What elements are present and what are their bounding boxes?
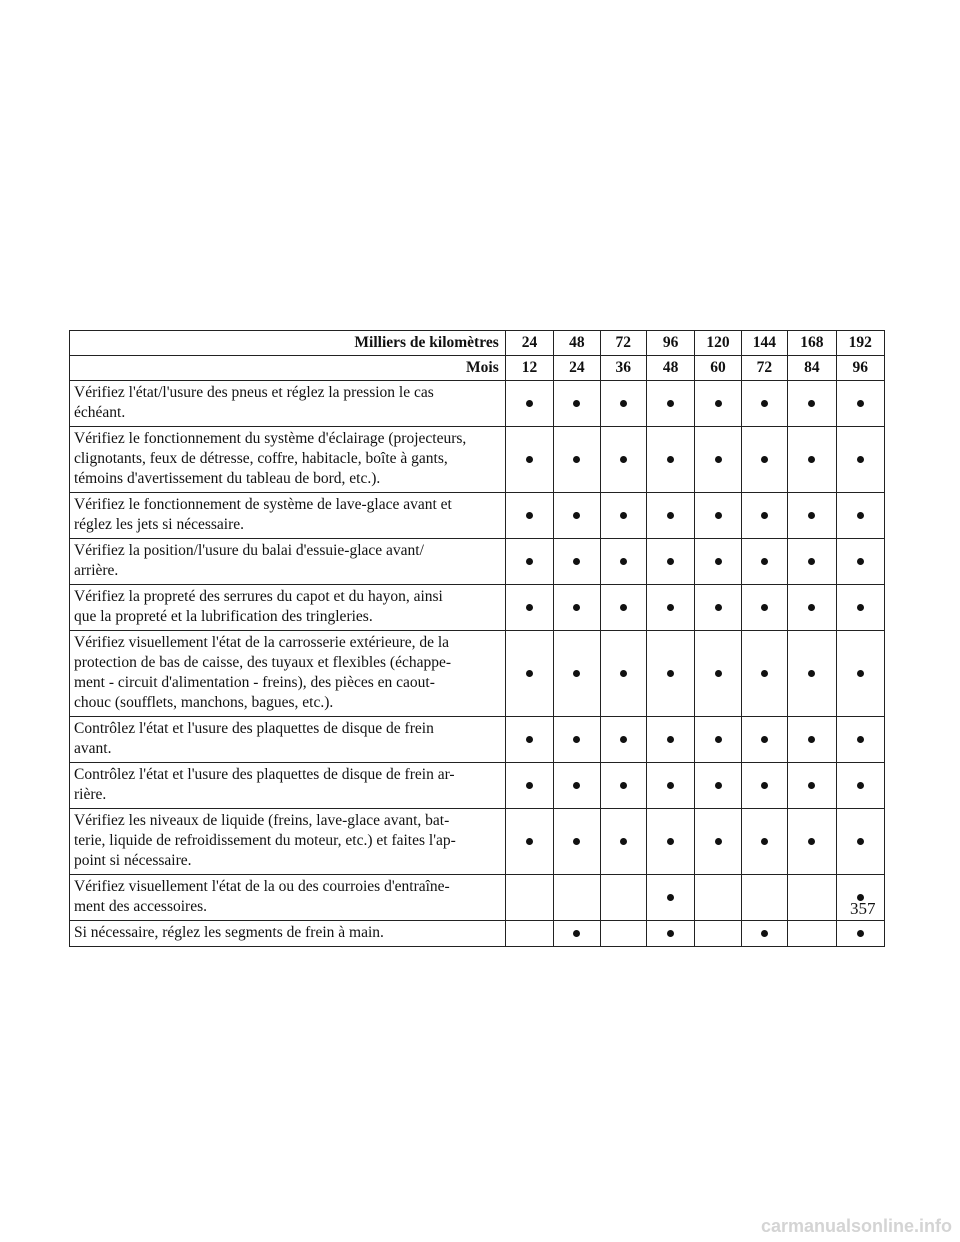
schedule-cell [695, 717, 741, 763]
task-text: Vérifiez le fonctionnement de système de lave-glace avant et réglez les jets si nécessaire. [74, 496, 452, 533]
schedule-cell [554, 763, 600, 809]
schedule-cell [600, 381, 646, 427]
bullet-icon [808, 782, 815, 789]
schedule-cell [646, 539, 694, 585]
bullet-icon [526, 838, 533, 845]
header-km [70, 331, 885, 356]
schedule-cell [646, 585, 694, 631]
bullet-icon [715, 456, 722, 463]
schedule-cell [695, 585, 741, 631]
schedule-cell [741, 427, 787, 493]
header-months-value: 24 [554, 356, 600, 381]
bullet-icon [620, 604, 627, 611]
bullet-icon [761, 736, 768, 743]
schedule-cell [741, 539, 787, 585]
bullet-icon [573, 670, 580, 677]
task-description [70, 427, 506, 493]
header-months [70, 356, 885, 381]
bullet-icon [857, 456, 864, 463]
bullet-icon [808, 604, 815, 611]
header-months-value: 12 [505, 356, 553, 381]
schedule-cell [695, 875, 741, 921]
schedule-cell [741, 381, 787, 427]
task-text: Vérifiez la position/l'usure du balai d'essuie-glace avant/ arrière. [74, 542, 424, 579]
schedule-cell [788, 717, 836, 763]
header-months-label: Mois [70, 356, 506, 381]
bullet-icon [620, 400, 627, 407]
task-text: Vérifiez l'état/l'usure des pneus et réglez la pression le cas échéant. [74, 384, 434, 421]
schedule-cell [505, 493, 553, 539]
header-km-value: 24 [505, 331, 553, 356]
schedule-cell [836, 763, 884, 809]
schedule-cell [505, 763, 553, 809]
watermark[interactable]: carmanualsonline.info [760, 1216, 952, 1236]
schedule-cell [836, 921, 884, 947]
task-description [70, 717, 506, 763]
schedule-cell [600, 921, 646, 947]
header-months-value: 84 [788, 356, 836, 381]
task-description [70, 381, 506, 427]
header-km-value: 168 [788, 331, 836, 356]
header-months-value: 72 [741, 356, 787, 381]
bullet-icon [857, 838, 864, 845]
table-row [70, 809, 885, 875]
schedule-cell [695, 921, 741, 947]
bullet-icon [857, 558, 864, 565]
task-description [70, 921, 506, 947]
schedule-cell [600, 427, 646, 493]
schedule-cell [695, 631, 741, 717]
task-text: Vérifiez le fonctionnement du système d'éclairage (projecteurs, clignotants, feux de détresse, coffre, habitacle, boîte à gants, témoins d'avertissement du tableau de bord, etc.). [74, 430, 467, 487]
header-months-value: 60 [695, 356, 741, 381]
bullet-icon [857, 670, 864, 677]
schedule-cell [741, 809, 787, 875]
schedule-cell [600, 631, 646, 717]
bullet-icon [573, 400, 580, 407]
schedule-cell [505, 585, 553, 631]
bullet-icon [620, 456, 627, 463]
bullet-icon [667, 782, 674, 789]
schedule-cell [695, 381, 741, 427]
header-km-value: 48 [554, 331, 600, 356]
table-row [70, 381, 885, 427]
schedule-cell [505, 631, 553, 717]
bullet-icon [620, 512, 627, 519]
bullet-icon [620, 782, 627, 789]
bullet-icon [808, 838, 815, 845]
schedule-cell [554, 631, 600, 717]
header-km-value: 144 [741, 331, 787, 356]
schedule-cell [600, 875, 646, 921]
table-row [70, 921, 885, 947]
bullet-icon [573, 782, 580, 789]
bullet-icon [761, 400, 768, 407]
bullet-icon [667, 736, 674, 743]
schedule-cell [646, 809, 694, 875]
schedule-cell [836, 493, 884, 539]
bullet-icon [761, 558, 768, 565]
schedule-cell [600, 493, 646, 539]
task-text: Vérifiez les niveaux de liquide (freins, lave-glace avant, bat- terie, liquide de refroidissement du moteur, etc.) et faites l'ap- point si nécessaire. [74, 812, 456, 869]
header-months-value: 96 [836, 356, 884, 381]
schedule-cell [788, 427, 836, 493]
schedule-cell [788, 493, 836, 539]
schedule-cell [695, 809, 741, 875]
task-text: Si nécessaire, réglez les segments de frein à main. [74, 924, 384, 941]
bullet-icon [857, 604, 864, 611]
schedule-cell [646, 381, 694, 427]
bullet-icon [808, 558, 815, 565]
schedule-cell [646, 921, 694, 947]
task-description [70, 875, 506, 921]
schedule-cell [695, 763, 741, 809]
bullet-icon [715, 604, 722, 611]
bullet-icon [808, 670, 815, 677]
schedule-cell [505, 539, 553, 585]
schedule-cell [836, 631, 884, 717]
schedule-cell [788, 585, 836, 631]
task-text: Contrôlez l'état et l'usure des plaquettes de disque de frein ar- rière. [74, 766, 455, 803]
schedule-cell [646, 763, 694, 809]
schedule-cell [505, 921, 553, 947]
bullet-icon [857, 782, 864, 789]
table-row [70, 875, 885, 921]
schedule-cell [741, 921, 787, 947]
schedule-cell [788, 763, 836, 809]
schedule-cell [741, 875, 787, 921]
task-description [70, 809, 506, 875]
schedule-cell [836, 717, 884, 763]
task-text: Vérifiez visuellement l'état de la carrosserie extérieure, de la protection de bas de caisse, des tuyaux et flexibles (échappe- ment - circuit d'alimentation - freins), des pièces en caout- chouc (soufflets, manchons, bagues, etc.). [74, 634, 452, 711]
task-description [70, 493, 506, 539]
task-description [70, 763, 506, 809]
bullet-icon [526, 670, 533, 677]
bullet-icon [857, 736, 864, 743]
bullet-icon [526, 512, 533, 519]
bullet-icon [715, 400, 722, 407]
bullet-icon [761, 456, 768, 463]
schedule-cell [646, 875, 694, 921]
schedule-cell [741, 717, 787, 763]
schedule-cell [695, 493, 741, 539]
schedule-cell [554, 809, 600, 875]
schedule-cell [695, 539, 741, 585]
schedule-cell [600, 539, 646, 585]
table-row [70, 539, 885, 585]
page-number: 357 [850, 899, 876, 918]
schedule-cell [788, 921, 836, 947]
schedule-cell [836, 381, 884, 427]
schedule-cell [836, 427, 884, 493]
bullet-icon [715, 512, 722, 519]
bullet-icon [573, 604, 580, 611]
bullet-icon [715, 558, 722, 565]
header-months-value: 36 [600, 356, 646, 381]
schedule-cell [646, 717, 694, 763]
table-row [70, 585, 885, 631]
task-description [70, 631, 506, 717]
header-km-value: 192 [836, 331, 884, 356]
schedule-cell [505, 717, 553, 763]
schedule-cell [600, 717, 646, 763]
table-row [70, 763, 885, 809]
header-months-value: 48 [646, 356, 694, 381]
task-text: Contrôlez l'état et l'usure des plaquettes de disque de frein avant. [74, 720, 434, 757]
schedule-cell [788, 631, 836, 717]
bullet-icon [857, 512, 864, 519]
bullet-icon [667, 838, 674, 845]
bullet-icon [620, 558, 627, 565]
bullet-icon [667, 604, 674, 611]
schedule-cell [788, 381, 836, 427]
bullet-icon [526, 400, 533, 407]
bullet-icon [715, 736, 722, 743]
schedule-cell [788, 539, 836, 585]
table-row [70, 717, 885, 763]
schedule-cell [788, 875, 836, 921]
schedule-cell [646, 493, 694, 539]
bullet-icon [761, 512, 768, 519]
bullet-icon [526, 558, 533, 565]
bullet-icon [573, 838, 580, 845]
bullet-icon [526, 782, 533, 789]
bullet-icon [526, 604, 533, 611]
schedule-cell [646, 631, 694, 717]
table-row [70, 427, 885, 493]
bullet-icon [808, 456, 815, 463]
schedule-body [70, 331, 885, 947]
table-row [70, 631, 885, 717]
schedule-cell [505, 381, 553, 427]
bullet-icon [808, 512, 815, 519]
header-km-value: 96 [646, 331, 694, 356]
bullet-icon [667, 930, 674, 937]
bullet-icon [667, 670, 674, 677]
header-km-value: 120 [695, 331, 741, 356]
header-km-label: Milliers de kilomètres [70, 331, 506, 356]
schedule-cell [554, 493, 600, 539]
bullet-icon [808, 736, 815, 743]
schedule-cell [554, 921, 600, 947]
schedule-cell [554, 427, 600, 493]
schedule-cell [836, 539, 884, 585]
task-description [70, 539, 506, 585]
schedule-cell [741, 631, 787, 717]
bullet-icon [526, 736, 533, 743]
bullet-icon [667, 400, 674, 407]
bullet-icon [573, 456, 580, 463]
schedule-cell [505, 809, 553, 875]
schedule-cell [695, 427, 741, 493]
bullet-icon [573, 736, 580, 743]
bullet-icon [857, 930, 864, 937]
schedule-cell [788, 809, 836, 875]
bullet-icon [761, 782, 768, 789]
schedule-cell [836, 809, 884, 875]
schedule-cell [505, 427, 553, 493]
bullet-icon [620, 670, 627, 677]
bullet-icon [526, 456, 533, 463]
bullet-icon [857, 400, 864, 407]
task-text: Vérifiez visuellement l'état de la ou des courroies d'entraîne- ment des accessoires. [74, 878, 450, 915]
bullet-icon [667, 894, 674, 901]
bullet-icon [715, 670, 722, 677]
bullet-icon [808, 400, 815, 407]
schedule-cell [554, 539, 600, 585]
schedule-cell [554, 875, 600, 921]
task-description [70, 585, 506, 631]
schedule-cell [600, 585, 646, 631]
maintenance-schedule-table [69, 330, 885, 947]
schedule-cell [600, 809, 646, 875]
schedule-cell [554, 585, 600, 631]
bullet-icon [573, 512, 580, 519]
schedule-cell [741, 493, 787, 539]
schedule-cell [554, 381, 600, 427]
bullet-icon [573, 930, 580, 937]
bullet-icon [620, 736, 627, 743]
schedule-cell [600, 763, 646, 809]
schedule-cell [741, 763, 787, 809]
bullet-icon [667, 456, 674, 463]
bullet-icon [667, 558, 674, 565]
bullet-icon [620, 838, 627, 845]
bullet-icon [761, 838, 768, 845]
bullet-icon [761, 604, 768, 611]
header-km-value: 72 [600, 331, 646, 356]
schedule-cell [836, 585, 884, 631]
schedule-cell [554, 717, 600, 763]
bullet-icon [761, 670, 768, 677]
table-row [70, 493, 885, 539]
schedule-cell [741, 585, 787, 631]
bullet-icon [573, 558, 580, 565]
bullet-icon [715, 838, 722, 845]
schedule-cell [646, 427, 694, 493]
task-text: Vérifiez la propreté des serrures du capot et du hayon, ainsi que la propreté et la lubrification des tringleries. [74, 588, 443, 625]
bullet-icon [667, 512, 674, 519]
bullet-icon [715, 782, 722, 789]
bullet-icon [761, 930, 768, 937]
schedule-cell [505, 875, 553, 921]
